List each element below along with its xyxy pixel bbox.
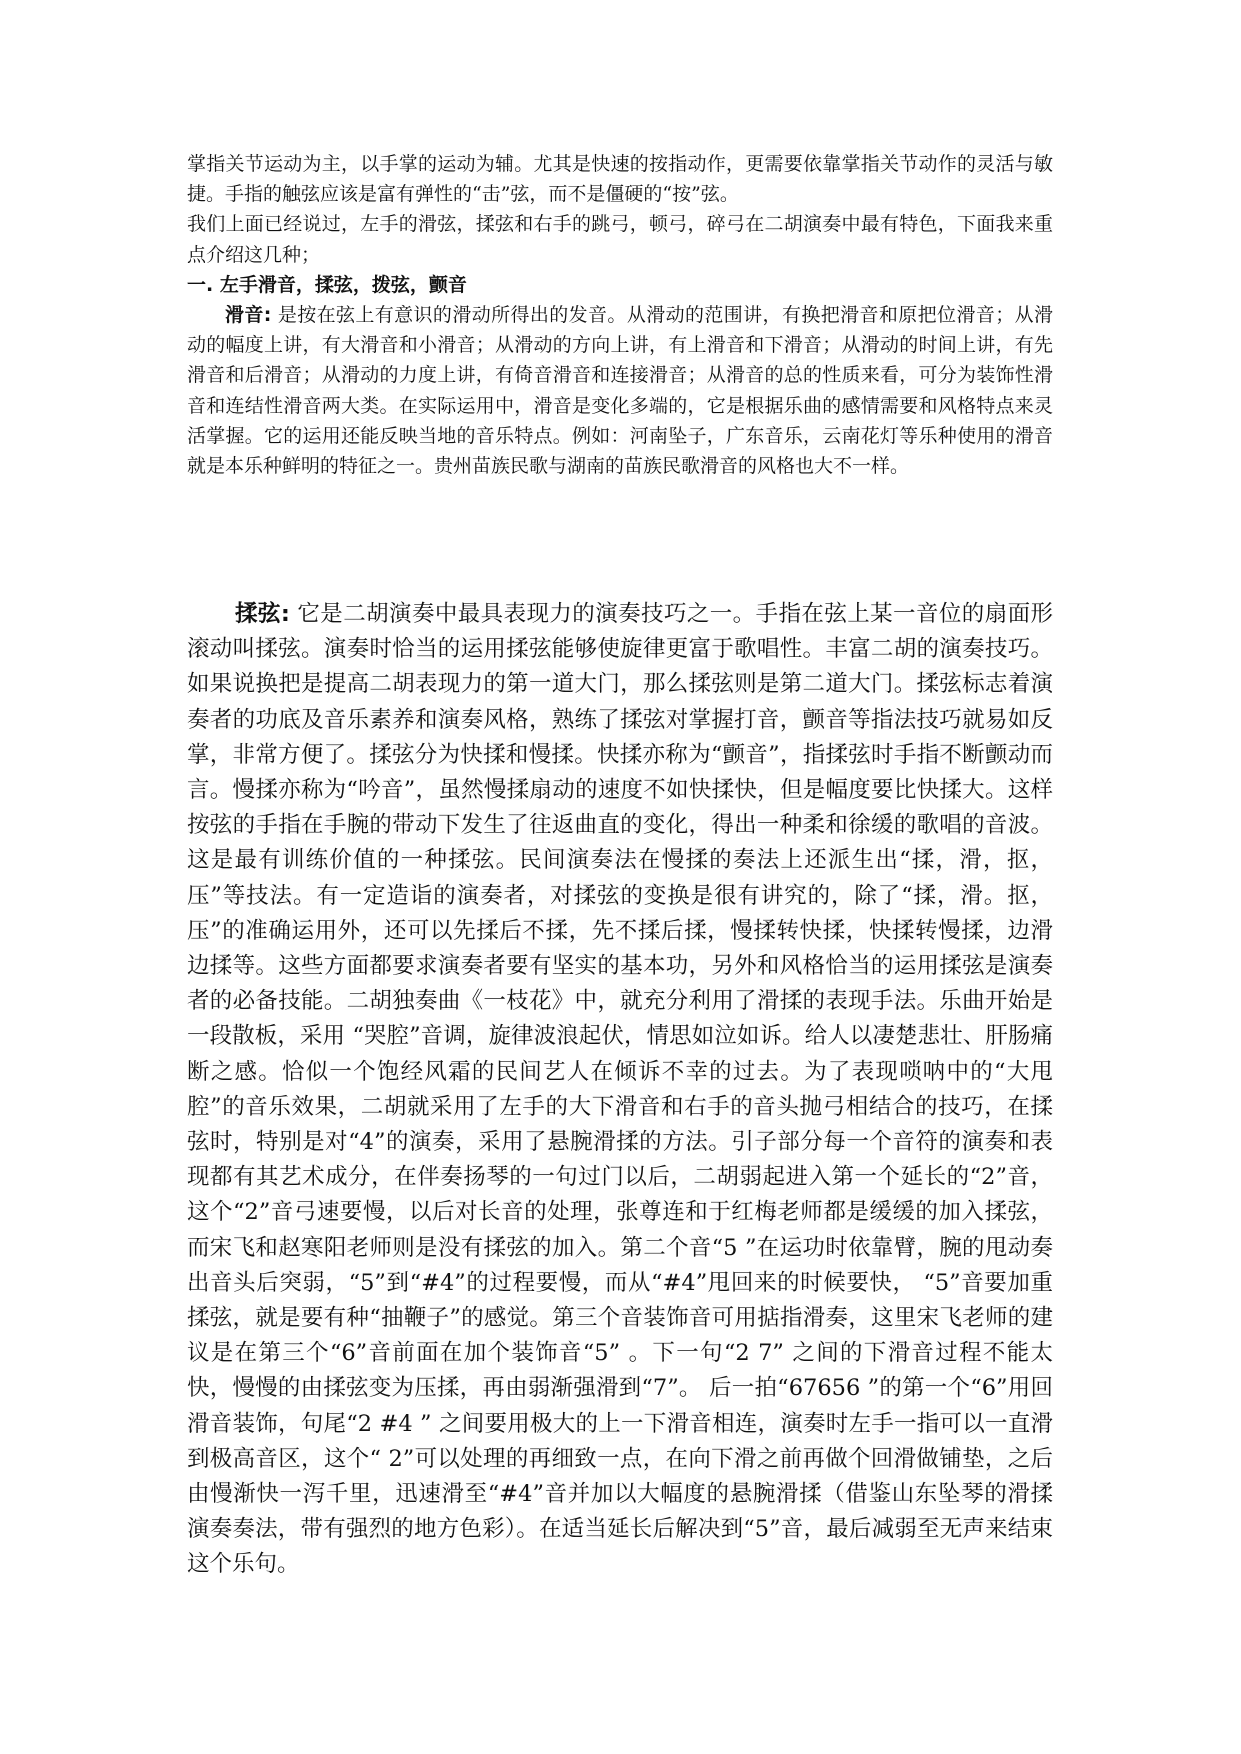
vibrato-description: 它是二胡演奏中最具表现力的演奏技巧之一。手指在弦上某一音位的扇面形滚动叫揉弦。演奏时恰当的运用揉弦能够使旋律更富于歌唱性。丰富二胡的演奏技巧。如果说换把是提高二胡表现力的第一道大门，那么揉弦则是第二道大门。揉弦标志着演奏者的功底及音乐素养和演奏风格，熟练了揉弦对掌握打音，颤音等指法技巧就易如反掌，非常方便了。揉弦分为快揉和慢揉。快揉亦称为“颤音”，指揉弦时手指不断颤动而言。慢揉亦称为“吟音”，虽然慢揉扇动的速度不如快揉快，但是幅度要比快揉大。这样按弦的手指在手腕的带动下发生了往返曲直的变化，得出一种柔和徐缓的歌唱的音波。这是最有训练价值的一种揉弦。民间演奏法在慢揉的奏法上还派生出“揉，滑，抠，压”等技法。有一定造诣的演奏者，对揉弦的变换是很有讲究的，除了“揉，滑。抠，压”的准确运用外，还可以先揉后不揉，先不揉后揉，慢揉转快揉，快揉转慢揉，边滑边揉等。这些方面都要求演奏者要有坚实的基本功，另外和风格恰当的运用揉弦是演奏者的必备技能。二胡独奏曲《一枝花》中，就充分利用了滑揉的表现手法。乐曲开始是一段散板，采用 “哭腔”音调，旋律波浪起伏，情思如泣如诉。给人以凄楚悲壮、肝肠痛断之感。恰似一个饱经风霜的民间艺人在倾诉不幸的过去。为了表现唢呐中的“大甩腔”的音乐效果，二胡就采用了左手的大下滑音和右手的音头抛弓相结合的技巧，在揉弦时，特别是对“4”的演奏，采用了悬腕滑揉的方法。引子部分每一个音符的演奏和表现都有其艺术成分，在伴奏扬琴的一句过门以后，二胡弱起进入第一个延长的“2”音，这个“2”音弓速要慢，以后对长音的处理，张尊连和于红梅老师都是缓缓的加入揉弦，而宋飞和赵寒阳老师则是没有揉弦的加入。第二个音“5 ”在运功时依靠臂，腕的甩动奏出音头后突弱，“5”到“#4”的过程要慢，而从“#4”甩回来的时候要快， “5”音要加重揉弦，就是要有种“抽鞭子”的感觉。第三个音装饰音可用掂指滑奏，这里宋飞老师的建议是在第三个“6”音前面在加个装饰音“5” 。下一句“2 7” 之间的下滑音过程不能太快，慢慢的由揉弦变为压揉，再由弱渐强滑到“7”。 后一拍“67656 ”的第一个“6”用回滑音装饰，句尾“2 #4 ” 之间要用极大的上一下滑音相连，演奏时左手一指可以一直滑到极高音区，这个“ 2”可以处理的再细致一点，在向下滑之前再做个回滑做铺垫，之后由慢渐快一泻千里，迅速滑至“#4”音并加以大幅度的悬腕滑揉（借鉴山东坠琴的滑揉演奏奏法，带有强烈的地方色彩）。在适当延长后解决到“5”音，最后减弱至无声来结束这个乐句。 <box>187 601 1054 1578</box>
term-vibrato: 揉弦: <box>235 601 290 627</box>
paragraph-finger-technique: 掌指关节运动为主，以手掌的运动为辅。尤其是快速的按指动作，更需要依靠掌指关节动作的灵活与敏捷。手指的触弦应该是富有弹性的“击”弦，而不是僵硬的“按”弦。 <box>187 153 1053 206</box>
paragraph-slide <box>187 300 1053 481</box>
paragraph-summary: 我们上面已经说过，左手的滑弦，揉弦和右手的跳弓，顿弓，碎弓在二胡演奏中最有特色，下面我来重点介绍这几种； <box>187 213 1053 266</box>
section-intro <box>187 149 1053 481</box>
paragraph-vibrato <box>187 597 1053 1583</box>
term-slide: 滑音: <box>225 304 272 327</box>
section-heading: 一. 左手滑音，揉弦，拨弦，颤音 <box>187 273 467 296</box>
section-vibrato <box>187 597 1053 1583</box>
slide-description: 是按在弦上有意识的滑动所得出的发音。从滑动的范围讲，有换把滑音和原把位滑音；从滑动的幅度上讲，有大滑音和小滑音；从滑动的方向上讲，有上滑音和下滑音；从滑动的时间上讲，有先滑音和后滑音；从滑动的力度上讲，有倚音滑音和连接滑音；从滑音的总的性质来看，可分为装饰性滑音和连结性滑音两大类。在实际运用中，滑音是变化多端的，它是根据乐曲的感情需要和风格特点来灵活掌握。它的运用还能反映当地的音乐特点。例如：河南坠子，广东音乐，云南花灯等乐种使用的滑音就是本乐种鲜明的特征之一。贵州苗族民歌与湖南的苗族民歌滑音的风格也大不一样。 <box>187 304 1053 478</box>
